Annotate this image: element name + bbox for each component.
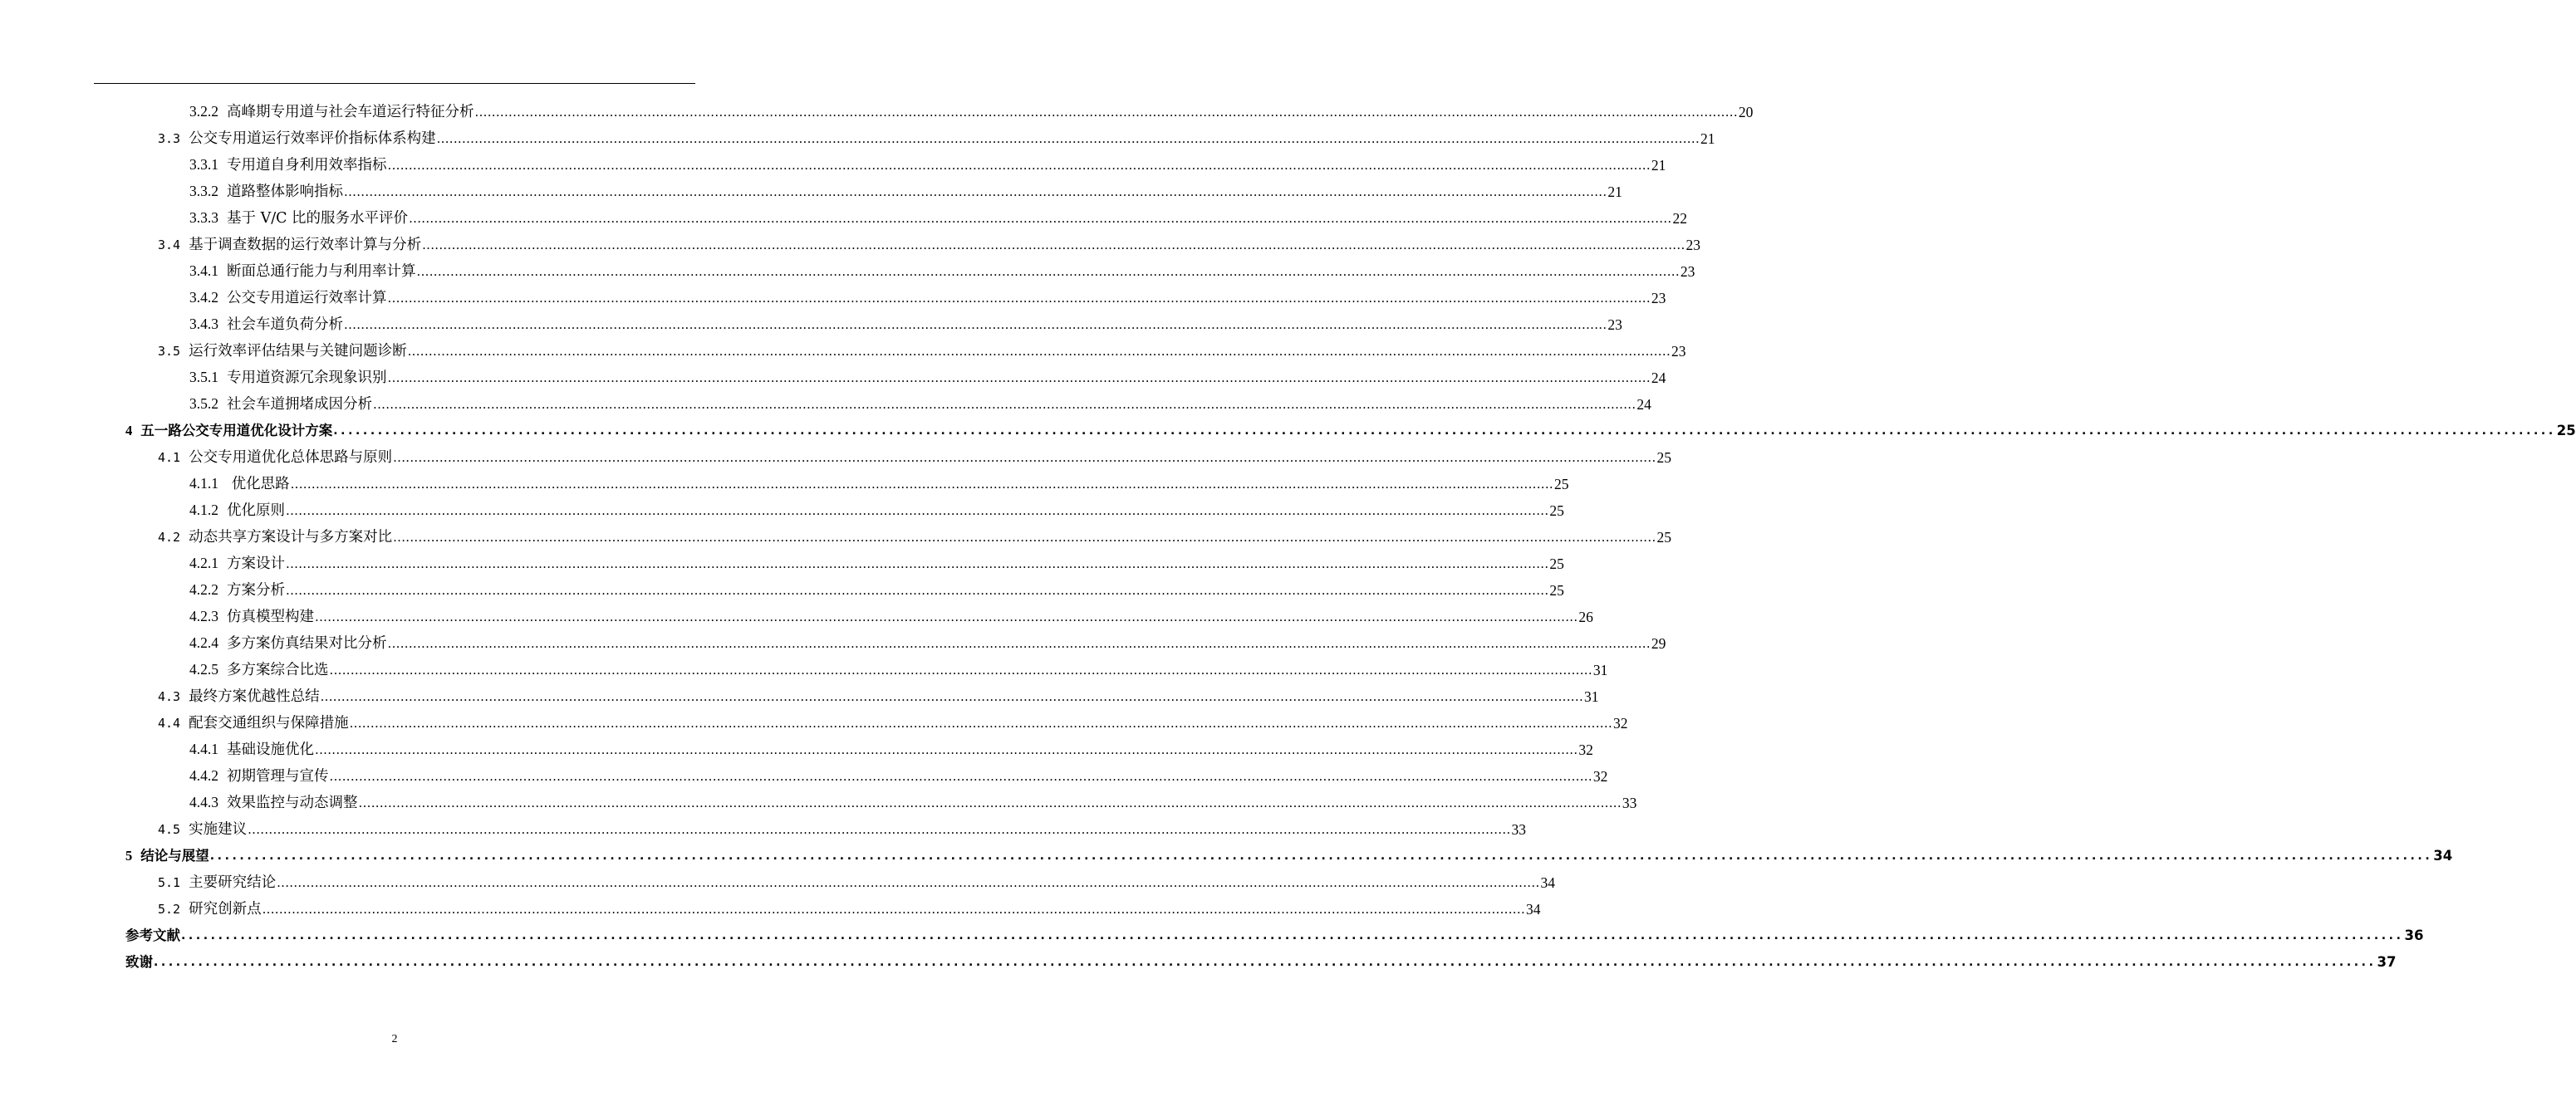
toc-entry-text (189, 580, 285, 600)
toc-entry-title: 方案设计 (227, 556, 285, 572)
toc-entry[interactable] (189, 573, 1564, 600)
toc-entry-text (158, 236, 421, 254)
toc-entry[interactable] (189, 201, 1687, 228)
toc-entry-number: 4.4.3 (189, 794, 218, 810)
toc-entry[interactable] (189, 653, 1608, 679)
header-rule (94, 83, 695, 84)
toc-entry[interactable] (189, 307, 1622, 334)
toc-entry-title: 主要研究结论 (189, 874, 277, 891)
toc-entry[interactable] (125, 918, 2424, 945)
toc-entry-number: 3.4.2 (189, 289, 218, 306)
toc-leader-dots: ............................................................................................................................................................................................................................................................................................................ (349, 716, 1613, 731)
toc-entry[interactable] (158, 334, 1686, 360)
toc-entry-number: 5 (125, 848, 133, 864)
toc-entry-page: 21 (1607, 184, 1622, 200)
toc-entry-number: 4.4.2 (189, 767, 218, 784)
toc-entry[interactable] (189, 759, 1608, 786)
toc-entry-text (189, 634, 387, 653)
toc-entry-text (189, 102, 474, 121)
toc-entry-title: 基于调查数据的运行效率计算与分析 (189, 237, 422, 253)
toc-entry-text (189, 740, 314, 759)
toc-entry[interactable] (158, 440, 1672, 467)
toc-entry-page: 25 (2556, 423, 2576, 438)
toc-entry-text (125, 953, 153, 972)
toc-entry-page: 23 (1680, 263, 1695, 280)
toc-entry[interactable] (158, 121, 1715, 148)
toc-entry-title: 社会车道负荷分析 (227, 316, 343, 333)
toc-entry-text (158, 714, 349, 732)
toc-entry-title: 初期管理与宣传 (227, 768, 329, 785)
toc-entry-page: 32 (1578, 742, 1593, 758)
toc-entry-number: 4.1 (158, 450, 181, 465)
toc-entry-title: 配套交通组织与保障措施 (189, 715, 349, 732)
toc-entry[interactable] (189, 786, 1637, 812)
toc-entry-page: 21 (1651, 157, 1666, 174)
toc-entry-text (158, 342, 407, 360)
toc-entry-text (189, 766, 329, 786)
toc-entry-page: 33 (1622, 795, 1637, 811)
toc-entry-title: 参考文献 (125, 928, 180, 943)
toc-entry-page: 25 (1549, 582, 1564, 599)
toc-entry-title: 专用道资源冗余现象识别 (227, 370, 387, 386)
toc-entry[interactable] (158, 706, 1628, 732)
toc-leader-dots: ............................................................................................................................................................................................................................................................................................................ (286, 556, 1549, 571)
toc-entry[interactable] (189, 387, 1651, 414)
toc-entry-number: 4.3 (158, 689, 181, 704)
toc-entry-text (189, 607, 314, 626)
toc-entry[interactable] (158, 228, 1701, 254)
toc-entry-page: 24 (1651, 370, 1666, 386)
toc-leader-dots: ............................................................................................................................................................................................................................................................................................................ (422, 237, 1685, 252)
toc-entry[interactable] (189, 174, 1622, 201)
toc-leader-dots: ............................................................................................................................................................................................................................................................................................................ (387, 370, 1651, 385)
toc-entry-title: 优化原则 (227, 502, 285, 519)
toc-leader-dots: ............................................................................................................................................................................................................................................................................................................ (286, 583, 1549, 598)
toc-entry-number: 3.4.1 (189, 262, 218, 279)
toc-entry[interactable] (189, 281, 1666, 307)
toc-entry-page: 25 (1549, 502, 1564, 519)
toc-entry-number: 4.1.2 (189, 502, 218, 518)
toc-entry-title: 研究创新点 (189, 901, 262, 918)
toc-entry-number: 4.2.1 (189, 555, 218, 571)
toc-entry-page: 32 (1592, 768, 1608, 785)
toc-entry[interactable] (189, 732, 1593, 759)
toc-leader-dots: ............................................................................................................................................................................................................................................................................................................ (393, 450, 1656, 465)
toc-entry-page: 36 (2404, 928, 2424, 943)
toc-entry-number: 4.2.2 (189, 581, 218, 598)
toc-entry-number: 4 (125, 423, 133, 438)
toc-entry[interactable] (125, 945, 2397, 972)
toc-entry[interactable] (158, 865, 1556, 892)
toc-entry[interactable] (125, 414, 2576, 440)
toc-leader-dots: ............................................................................................................................................................................................................................................................................................................ (387, 636, 1651, 651)
toc-entry[interactable] (189, 626, 1666, 653)
toc-leader-dots: ............................................................................................................................................................................................................................................................................................................ (387, 291, 1651, 306)
toc-leader-dots: ............................................................................................................................................................................................................................................................................................................ (344, 184, 1607, 199)
toc-entry-number: 3.4 (158, 237, 181, 252)
toc-entry-page: 25 (1549, 556, 1564, 572)
toc-entry-text (158, 448, 392, 467)
toc-entry-title: 方案分析 (227, 582, 285, 599)
toc-entry-title: 社会车道拥堵成因分析 (227, 396, 372, 413)
toc-entry[interactable] (189, 148, 1666, 174)
toc-entry-number: 4.2.3 (189, 608, 218, 624)
toc-entry[interactable] (189, 467, 1569, 493)
toc-entry-page: 20 (1738, 104, 1754, 120)
toc-entry-page: 26 (1578, 609, 1593, 625)
toc-leader-dots: ............................................................................................................................................................................................................................................................................................................ (320, 689, 1584, 704)
toc-entry-text (189, 208, 408, 228)
toc-leader-dots: ............................................................................................................................................................................................................................................................................................................ (290, 477, 1553, 492)
toc-entry-text (125, 847, 209, 865)
toc-entry-text (189, 394, 372, 414)
toc-entry-text (158, 528, 392, 546)
toc-entry-number: 3.3.2 (189, 183, 218, 199)
toc-entry-title: 高峰期专用道与社会车道运行特征分析 (227, 104, 474, 120)
toc-entry-text (158, 900, 262, 918)
toc-entry[interactable] (158, 892, 1541, 918)
toc-entry-page: 23 (1685, 237, 1701, 253)
toc-entry-page: 34 (1526, 901, 1541, 918)
toc-entry-page: 29 (1651, 635, 1666, 652)
toc-entry[interactable] (189, 493, 1564, 520)
toc-entry-number: 3.2.2 (189, 103, 218, 120)
toc-leader-dots: ............................................................................................................................................................................................................................................................................................................ (409, 211, 1672, 226)
toc-entry-number: 5.1 (158, 875, 181, 890)
toc-entry-title: 多方案仿真结果对比分析 (227, 635, 387, 652)
toc-leader-dots: ............................................................................................................................................................................................................................................................................................................ (329, 663, 1592, 678)
toc-entry-text (189, 554, 285, 573)
toc-entry-title: 断面总通行能力与利用率计算 (227, 263, 416, 280)
toc-entry-number: 3.5.2 (189, 395, 218, 412)
toc-entry-title: 效果监控与动态调整 (227, 795, 358, 811)
toc-leader-dots: ............................................................................................................................................................................................................................................................................................................ (436, 131, 1700, 146)
toc-entry-number: 4.1.1 (189, 475, 218, 492)
toc-entry-number: 4.5 (158, 822, 181, 837)
toc-entry-title: 结论与展望 (140, 848, 209, 864)
toc-entry-number: 4.2 (158, 530, 181, 545)
toc-entry-number: 5.2 (158, 902, 181, 917)
toc-leader-dots: ............................................................................................................................................................................................................................................................................................................ (407, 344, 1671, 359)
toc-entry[interactable] (189, 360, 1666, 387)
toc-entry-text (158, 820, 247, 839)
toc-leader-dots: ............................................................................................................................................................................................................................................................................................................ (262, 902, 1526, 917)
toc-entry-page: 25 (1656, 449, 1672, 466)
toc-entry-title: 道路整体影响指标 (227, 184, 343, 200)
toc-leader-dots: ............................................................................................................................................................................................................................................................................................................ (358, 795, 1622, 810)
toc-entry-text (158, 130, 436, 148)
toc-entry-title: 动态共享方案设计与多方案对比 (189, 529, 393, 546)
toc-entry-page: 23 (1671, 343, 1686, 360)
toc-entry-number: 3.5 (158, 344, 181, 359)
toc-entry-title: 基于 V/C 比的服务水平评价 (227, 210, 409, 227)
toc-leader-dots: ............................................................................................................................................................................................................................................................................................................ (393, 530, 1656, 545)
toc-entry-title: 致谢 (125, 954, 153, 970)
toc-entry-title: 基础设施优化 (227, 742, 314, 758)
toc-leader-dots: ............................................................................................................................................................................................................................................................................................................ (315, 609, 1578, 624)
toc-leader-dots: ............................................................................................................................................................................................................................................................................................................ (333, 424, 2556, 438)
toc-entry[interactable] (158, 812, 1527, 839)
toc-entry-page: 24 (1636, 396, 1651, 413)
toc-entry-text (158, 874, 276, 892)
toc-entry-title: 优化思路 (227, 476, 290, 492)
toc-entry-page: 23 (1607, 316, 1622, 333)
toc-entry-number: 4.4 (158, 716, 181, 731)
toc-entry-number: 3.4.3 (189, 316, 218, 332)
toc-leader-dots: ............................................................................................................................................................................................................................................................................................................ (286, 503, 1549, 518)
toc-entry-text (125, 927, 180, 945)
toc-entry-text (189, 793, 358, 812)
toc-entry-text (189, 660, 329, 679)
toc-entry-text (189, 501, 285, 520)
toc-entry-number: 3.3.1 (189, 156, 218, 173)
toc-entry-title: 实施建议 (189, 821, 248, 838)
toc-entry-text (158, 688, 320, 706)
toc-leader-dots: ............................................................................................................................................................................................................................................................................................................ (209, 849, 2433, 863)
toc-entry-number: 4.2.5 (189, 661, 218, 678)
toc-entry-page: 32 (1613, 715, 1628, 732)
toc-entry-page: 21 (1700, 130, 1715, 147)
toc-leader-dots: ............................................................................................................................................................................................................................................................................................................ (416, 264, 1680, 279)
toc-entry-title: 仿真模型构建 (227, 609, 314, 625)
toc-entry-title: 公交专用道运行效率计算 (227, 290, 387, 306)
toc-leader-dots: ............................................................................................................................................................................................................................................................................................................ (474, 105, 1738, 120)
toc-leader-dots: ............................................................................................................................................................................................................................................................................................................ (154, 956, 2377, 969)
toc-entry[interactable] (125, 839, 2453, 865)
toc-leader-dots: ............................................................................................................................................................................................................................................................................................................ (277, 875, 1540, 890)
toc-leader-dots: ............................................................................................................................................................................................................................................................................................................ (387, 158, 1651, 173)
toc-entry-text (189, 315, 343, 334)
toc-entry-text (189, 155, 387, 174)
toc-entry-text (189, 288, 387, 307)
toc-entry-title: 公交专用道运行效率评价指标体系构建 (189, 130, 436, 147)
toc-entry-number: 4.2.4 (189, 634, 218, 651)
toc-entry[interactable] (189, 254, 1695, 281)
toc-entry-title: 专用道自身利用效率指标 (227, 157, 387, 174)
toc-entry-page: 25 (1656, 529, 1672, 546)
toc-entry-title: 多方案综合比选 (227, 662, 329, 678)
toc-entry-title: 公交专用道优化总体思路与原则 (189, 449, 393, 466)
toc-leader-dots: ............................................................................................................................................................................................................................................................................................................ (315, 742, 1578, 757)
toc-entry-number: 3.3.3 (189, 209, 218, 226)
toc-entry-title: 运行效率评估结果与关键问题诊断 (189, 343, 407, 360)
toc-entry-page: 31 (1592, 662, 1608, 678)
toc-entry-text (189, 474, 290, 493)
toc-entry-text (189, 368, 387, 387)
toc-entry-title: 最终方案优越性总结 (189, 688, 320, 705)
toc-entry-text (189, 182, 343, 201)
toc-leader-dots: ............................................................................................................................................................................................................................................................................................................ (248, 822, 1511, 837)
toc-leader-dots: ............................................................................................................................................................................................................................................................................................................ (344, 317, 1607, 332)
toc-entry-page: 33 (1511, 821, 1527, 838)
toc-entry-page: 25 (1553, 476, 1569, 492)
toc-entry[interactable] (158, 679, 1599, 706)
toc-entry[interactable] (189, 600, 1593, 626)
toc-entry-text (189, 262, 416, 281)
toc-entry-page: 31 (1584, 688, 1599, 705)
toc-leader-dots: ............................................................................................................................................................................................................................................................................................................ (181, 929, 2404, 942)
toc-entry-page: 34 (2433, 848, 2453, 864)
toc-entry-page: 23 (1651, 290, 1666, 306)
toc-entry-page: 34 (1540, 874, 1556, 891)
toc-entry[interactable] (158, 520, 1672, 546)
toc-entry[interactable] (189, 546, 1564, 573)
toc-entry-number: 4.4.1 (189, 741, 218, 757)
page-number: 2 (391, 1033, 398, 1045)
toc-entry[interactable] (189, 95, 1754, 121)
toc-entry-title: 五一路公交专用道优化设计方案 (140, 423, 333, 438)
toc-entry-page: 22 (1672, 210, 1687, 227)
toc-leader-dots: ............................................................................................................................................................................................................................................................................................................ (329, 769, 1592, 784)
toc-entry-text (125, 422, 332, 440)
toc-entry-page: 37 (2377, 954, 2397, 970)
toc-entry-number: 3.3 (158, 131, 181, 146)
toc-leader-dots: ............................................................................................................................................................................................................................................................................................................ (373, 397, 1636, 412)
toc-entry-number: 3.5.1 (189, 369, 218, 385)
